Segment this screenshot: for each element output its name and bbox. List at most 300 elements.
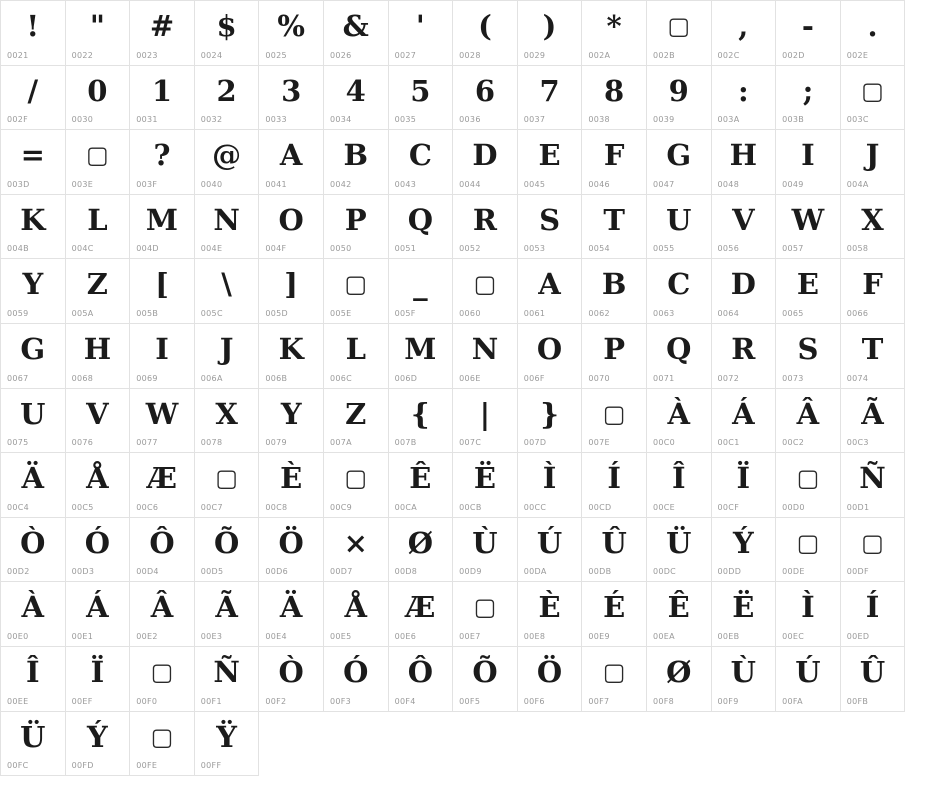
glyph-codepoint: 00D9	[459, 567, 482, 577]
glyph-character: É	[603, 590, 626, 625]
glyph-codepoint: 0061	[523, 308, 546, 318]
glyph-cell[interactable]	[1, 389, 66, 454]
glyph-character: Ø	[407, 525, 433, 560]
glyph-cell[interactable]	[518, 1, 583, 66]
glyph-cell[interactable]	[130, 582, 195, 647]
glyph-character: Ä	[279, 590, 303, 625]
glyph-cell[interactable]	[195, 130, 260, 195]
glyph-cell[interactable]	[195, 389, 260, 454]
glyph-cell[interactable]	[130, 453, 195, 518]
glyph-character: Z	[345, 396, 367, 431]
glyph-cell[interactable]	[195, 195, 260, 260]
glyph-cell[interactable]	[712, 582, 777, 647]
glyph-character: S	[539, 202, 561, 237]
glyph-cell[interactable]	[841, 389, 906, 454]
glyph-codepoint: 00F9	[717, 696, 739, 706]
glyph-cell[interactable]	[130, 518, 195, 583]
glyph-cell[interactable]	[1, 195, 66, 260]
glyph-codepoint: 005A	[71, 308, 94, 318]
glyph-codepoint: 003F	[136, 179, 158, 189]
glyph-codepoint: 00ED	[846, 631, 870, 641]
glyph-codepoint: 00DA	[523, 567, 547, 577]
glyph-codepoint: 0021	[7, 50, 29, 60]
glyph-codepoint: 00EB	[717, 631, 740, 641]
glyph-codepoint: 00FF	[200, 761, 222, 771]
glyph-cell[interactable]	[776, 66, 841, 131]
glyph-cell[interactable]	[776, 195, 841, 260]
glyph-codepoint: 00C1	[717, 438, 740, 448]
glyph-cell[interactable]	[582, 453, 647, 518]
glyph-cell[interactable]	[130, 647, 195, 712]
glyph-cell[interactable]	[776, 389, 841, 454]
glyph-cell[interactable]	[259, 518, 324, 583]
glyph-cell[interactable]	[582, 259, 647, 324]
glyph-cell[interactable]	[66, 66, 131, 131]
glyph-character: Ó	[343, 654, 369, 689]
glyph-codepoint: 0069	[136, 373, 158, 383]
glyph-cell[interactable]	[66, 453, 131, 518]
glyph-cell[interactable]	[647, 66, 712, 131]
glyph-character: *	[606, 9, 622, 43]
glyph-character: 1	[151, 73, 173, 108]
glyph-cell[interactable]	[324, 389, 389, 454]
glyph-cell[interactable]	[389, 518, 454, 583]
glyph-cell[interactable]	[324, 324, 389, 389]
glyph-codepoint: 00FA	[782, 696, 803, 706]
glyph-character: Z	[86, 267, 108, 302]
glyph-cell[interactable]	[195, 712, 260, 777]
glyph-codepoint: 0063	[652, 308, 675, 318]
glyph-character: U	[20, 396, 46, 431]
glyph-character: V	[732, 202, 755, 237]
glyph-character: $	[216, 9, 237, 43]
glyph-cell[interactable]	[324, 1, 389, 66]
glyph-cell[interactable]	[195, 1, 260, 66]
glyph-codepoint: 00FC	[7, 761, 29, 771]
glyph-codepoint: 0029	[523, 50, 546, 60]
glyph-codepoint: 007C	[459, 438, 482, 448]
glyph-codepoint: 0066	[846, 308, 869, 318]
glyph-cell[interactable]	[518, 66, 583, 131]
glyph-character: W	[145, 396, 179, 431]
glyph-codepoint: 00F5	[459, 696, 481, 706]
glyph-cell[interactable]	[195, 582, 260, 647]
glyph-character: È	[280, 461, 303, 496]
glyph-cell[interactable]	[389, 130, 454, 195]
glyph-codepoint: 0049	[782, 179, 804, 189]
glyph-cell[interactable]	[130, 195, 195, 260]
glyph-cell[interactable]	[776, 259, 841, 324]
glyph-character: Ò	[20, 525, 46, 560]
glyph-character: Q	[407, 202, 433, 237]
glyph-codepoint: 00D6	[265, 567, 289, 577]
glyph-codepoint: 002B	[652, 50, 675, 60]
glyph-character: Â	[150, 590, 174, 625]
glyph-cell[interactable]	[259, 66, 324, 131]
glyph-codepoint: 0026	[329, 50, 352, 60]
glyph-codepoint: 0072	[717, 373, 740, 383]
glyph-codepoint: 00DB	[588, 567, 612, 577]
glyph-character: G	[666, 138, 692, 173]
glyph-character: À	[667, 396, 690, 431]
glyph-cell[interactable]	[776, 582, 841, 647]
glyph-codepoint: 002F	[7, 115, 29, 125]
glyph-cell[interactable]	[582, 324, 647, 389]
glyph-cell[interactable]	[195, 518, 260, 583]
glyph-cell[interactable]	[130, 66, 195, 131]
glyph-cell[interactable]	[259, 324, 324, 389]
glyph-character: 8	[604, 73, 625, 108]
glyph-cell[interactable]	[518, 582, 583, 647]
glyph-codepoint: 00D0	[782, 502, 805, 512]
glyph-cell[interactable]	[776, 453, 841, 518]
glyph-codepoint: 00C7	[200, 502, 223, 512]
glyph-cell[interactable]	[647, 1, 712, 66]
glyph-cell[interactable]	[389, 324, 454, 389]
glyph-cell[interactable]	[389, 1, 454, 66]
glyph-codepoint: 00D3	[71, 567, 95, 577]
glyph-cell[interactable]	[582, 647, 647, 712]
glyph-character: ]	[284, 267, 299, 302]
glyph-cell[interactable]	[582, 1, 647, 66]
glyph-codepoint: 0048	[717, 179, 740, 189]
glyph-character: .	[867, 9, 878, 43]
glyph-cell[interactable]	[582, 195, 647, 260]
glyph-cell[interactable]	[453, 1, 518, 66]
glyph-character: Ü	[666, 525, 692, 560]
glyph-codepoint: 00F0	[136, 696, 158, 706]
glyph-cell[interactable]	[66, 582, 131, 647]
glyph-character: 3	[281, 73, 302, 108]
glyph-cell[interactable]	[1, 1, 66, 66]
glyph-character: D	[472, 138, 498, 173]
glyph-cell[interactable]	[776, 1, 841, 66]
glyph-cell[interactable]	[1, 66, 66, 131]
glyph-cell[interactable]	[389, 389, 454, 454]
glyph-character: O	[536, 331, 563, 366]
glyph-cell[interactable]	[66, 195, 131, 260]
glyph-character: [	[155, 267, 169, 302]
glyph-cell[interactable]	[195, 647, 260, 712]
glyph-character: Ù	[472, 525, 498, 560]
glyph-cell[interactable]	[259, 453, 324, 518]
glyph-codepoint: 0036	[459, 115, 481, 125]
glyph-cell[interactable]	[841, 324, 906, 389]
glyph-cell[interactable]	[647, 324, 712, 389]
glyph-cell[interactable]	[389, 647, 454, 712]
glyph-codepoint: 00CA	[394, 502, 418, 512]
glyph-cell[interactable]	[130, 259, 195, 324]
glyph-cell[interactable]	[453, 259, 518, 324]
glyph-cell[interactable]	[66, 389, 131, 454]
glyph-codepoint: 00F7	[588, 696, 610, 706]
glyph-cell[interactable]	[324, 259, 389, 324]
glyph-cell[interactable]	[712, 130, 777, 195]
glyph-character: N	[471, 331, 499, 366]
glyph-cell[interactable]	[518, 130, 583, 195]
glyph-codepoint: 002D	[782, 50, 805, 60]
glyph-codepoint: 0043	[394, 179, 417, 189]
glyph-codepoint: 00CB	[459, 502, 482, 512]
glyph-codepoint: 00F4	[394, 696, 416, 706]
glyph-cell[interactable]	[389, 66, 454, 131]
glyph-notdef-box-icon: ▢	[796, 528, 820, 557]
glyph-codepoint: 00EE	[7, 696, 29, 706]
glyph-cell[interactable]	[259, 647, 324, 712]
glyph-codepoint: 007A	[329, 438, 352, 448]
glyph-cell[interactable]	[712, 453, 777, 518]
glyph-cell[interactable]	[66, 1, 131, 66]
glyph-codepoint: 0062	[588, 308, 610, 318]
glyph-character: Y	[280, 396, 302, 431]
glyph-cell[interactable]	[712, 647, 777, 712]
glyph-cell[interactable]	[324, 518, 389, 583]
glyph-codepoint: 007E	[588, 438, 610, 448]
glyph-character: Æ	[146, 461, 177, 496]
glyph-codepoint: 00C6	[136, 502, 159, 512]
glyph-cell[interactable]	[841, 647, 906, 712]
glyph-notdef-box-icon: ▢	[796, 464, 820, 493]
glyph-cell[interactable]	[130, 712, 195, 777]
glyph-character: A	[279, 138, 303, 173]
glyph-codepoint: 005D	[265, 308, 289, 318]
glyph-codepoint: 0032	[200, 115, 223, 125]
glyph-notdef-box-icon: ▢	[473, 270, 497, 299]
glyph-cell[interactable]	[518, 453, 583, 518]
glyph-cell[interactable]	[324, 130, 389, 195]
glyph-character: H	[729, 138, 758, 173]
glyph-cell[interactable]	[712, 66, 777, 131]
glyph-character: K	[278, 331, 304, 366]
glyph-notdef-box-icon: ▢	[602, 399, 626, 428]
glyph-cell[interactable]	[841, 518, 906, 583]
glyph-codepoint: 004C	[71, 244, 94, 254]
glyph-cell[interactable]	[259, 582, 324, 647]
glyph-cell[interactable]	[518, 647, 583, 712]
glyph-notdef-box-icon: ▢	[150, 657, 174, 686]
glyph-cell[interactable]	[712, 389, 777, 454]
glyph-cell[interactable]	[776, 647, 841, 712]
glyph-cell[interactable]	[324, 582, 389, 647]
glyph-codepoint: 00DE	[782, 567, 805, 577]
glyph-cell[interactable]	[582, 518, 647, 583]
glyph-character: Ê	[667, 590, 690, 625]
glyph-cell[interactable]	[453, 324, 518, 389]
glyph-cell[interactable]	[130, 324, 195, 389]
glyph-cell[interactable]	[389, 453, 454, 518]
glyph-character: Y	[22, 267, 44, 302]
glyph-codepoint: 0041	[265, 179, 287, 189]
glyph-codepoint: 00D4	[136, 567, 159, 577]
glyph-cell[interactable]	[647, 453, 712, 518]
glyph-cell[interactable]	[130, 130, 195, 195]
glyph-character: ?	[153, 138, 171, 173]
glyph-cell[interactable]	[1, 647, 66, 712]
glyph-codepoint: 0070	[588, 373, 610, 383]
glyph-cell[interactable]	[647, 582, 712, 647]
glyph-cell[interactable]	[389, 195, 454, 260]
glyph-character: (	[478, 9, 492, 43]
glyph-codepoint: 00D8	[394, 567, 418, 577]
glyph-cell[interactable]	[518, 389, 583, 454]
glyph-character: M	[145, 202, 179, 237]
glyph-cell[interactable]	[841, 195, 906, 260]
glyph-cell[interactable]	[518, 195, 583, 260]
glyph-cell[interactable]	[324, 66, 389, 131]
glyph-cell[interactable]	[389, 582, 454, 647]
glyph-character: Ë	[732, 590, 755, 625]
glyph-character: \	[221, 267, 232, 302]
glyph-character: 7	[539, 73, 560, 108]
glyph-cell[interactable]	[1, 712, 66, 777]
glyph-codepoint: 0058	[846, 244, 869, 254]
glyph-cell[interactable]	[582, 130, 647, 195]
glyph-cell[interactable]	[841, 130, 906, 195]
glyph-character: }	[540, 396, 559, 431]
glyph-cell[interactable]	[389, 259, 454, 324]
glyph-cell[interactable]	[453, 130, 518, 195]
glyph-cell[interactable]	[453, 518, 518, 583]
glyph-cell[interactable]	[130, 1, 195, 66]
glyph-cell[interactable]	[66, 259, 131, 324]
glyph-codepoint: 00E0	[7, 631, 29, 641]
glyph-codepoint: 0028	[459, 50, 481, 60]
glyph-codepoint: 0044	[459, 179, 481, 189]
glyph-character: :	[737, 73, 749, 108]
glyph-cell[interactable]	[647, 259, 712, 324]
glyph-cell[interactable]	[647, 195, 712, 260]
glyph-codepoint: 00DF	[846, 567, 869, 577]
glyph-cell[interactable]	[841, 1, 906, 66]
glyph-codepoint: 005F	[394, 308, 416, 318]
glyph-codepoint: 0077	[136, 438, 158, 448]
glyph-cell[interactable]	[1, 324, 66, 389]
glyph-cell[interactable]	[1, 582, 66, 647]
glyph-cell[interactable]	[1, 130, 66, 195]
glyph-character: Ê	[409, 461, 432, 496]
glyph-cell[interactable]	[1, 453, 66, 518]
glyph-cell[interactable]	[518, 324, 583, 389]
glyph-cell[interactable]	[195, 66, 260, 131]
glyph-character: %	[277, 9, 305, 43]
glyph-cell[interactable]	[453, 195, 518, 260]
glyph-cell[interactable]	[582, 66, 647, 131]
glyph-character: K	[20, 202, 46, 237]
glyph-cell[interactable]	[66, 647, 131, 712]
glyph-cell[interactable]	[712, 324, 777, 389]
glyph-character: C	[408, 138, 432, 173]
glyph-codepoint: 00E7	[459, 631, 481, 641]
glyph-character: @	[212, 138, 242, 173]
glyph-cell[interactable]	[712, 195, 777, 260]
glyph-character: R	[731, 331, 756, 366]
glyph-cell[interactable]	[195, 259, 260, 324]
glyph-cell[interactable]	[712, 518, 777, 583]
glyph-cell[interactable]	[259, 195, 324, 260]
glyph-cell[interactable]	[195, 453, 260, 518]
glyph-cell[interactable]	[647, 130, 712, 195]
glyph-cell[interactable]	[66, 324, 131, 389]
glyph-cell[interactable]	[776, 518, 841, 583]
glyph-cell[interactable]	[647, 389, 712, 454]
glyph-cell[interactable]	[776, 130, 841, 195]
glyph-character: J	[865, 138, 880, 173]
glyph-codepoint: 0054	[588, 244, 610, 254]
glyph-cell[interactable]	[66, 518, 131, 583]
glyph-cell[interactable]	[66, 712, 131, 777]
glyph-character: Å	[344, 590, 368, 625]
glyph-cell[interactable]	[841, 66, 906, 131]
glyph-cell[interactable]	[712, 259, 777, 324]
glyph-character: 4	[345, 73, 366, 108]
glyph-cell[interactable]	[518, 518, 583, 583]
glyph-character: Ã	[215, 590, 238, 625]
glyph-character: #	[149, 9, 175, 43]
glyph-cell[interactable]	[776, 324, 841, 389]
glyph-codepoint: 0033	[265, 115, 287, 125]
glyph-character: )	[542, 9, 557, 43]
glyph-cell[interactable]	[453, 582, 518, 647]
glyph-codepoint: 0030	[71, 115, 94, 125]
glyph-character: Ÿ	[216, 719, 237, 754]
glyph-character: Ø	[666, 654, 692, 689]
glyph-cell[interactable]	[841, 453, 906, 518]
glyph-cell[interactable]	[841, 259, 906, 324]
glyph-cell[interactable]	[453, 66, 518, 131]
glyph-character: Á	[732, 396, 755, 431]
glyph-cell[interactable]	[582, 582, 647, 647]
glyph-cell[interactable]	[582, 389, 647, 454]
glyph-codepoint: 0052	[459, 244, 481, 254]
glyph-cell[interactable]	[518, 259, 583, 324]
glyph-character: E	[538, 138, 561, 173]
glyph-character: G	[20, 331, 46, 366]
glyph-cell[interactable]	[259, 389, 324, 454]
glyph-cell[interactable]	[647, 647, 712, 712]
glyph-codepoint: 0027	[394, 50, 417, 60]
glyph-cell[interactable]	[259, 1, 324, 66]
glyph-character: ;	[802, 73, 814, 108]
glyph-codepoint: 00E5	[329, 631, 352, 641]
glyph-cell[interactable]	[453, 647, 518, 712]
glyph-cell[interactable]	[841, 582, 906, 647]
glyph-cell[interactable]	[130, 389, 195, 454]
glyph-character: Î	[671, 461, 686, 496]
glyph-character: Ó	[84, 525, 111, 560]
glyph-cell[interactable]	[324, 195, 389, 260]
glyph-cell[interactable]	[453, 389, 518, 454]
glyph-cell[interactable]	[324, 647, 389, 712]
glyph-codepoint: 0050	[329, 244, 352, 254]
glyph-codepoint: 00F3	[329, 696, 352, 706]
glyph-cell[interactable]	[259, 130, 324, 195]
glyph-cell[interactable]	[259, 259, 324, 324]
glyph-cell[interactable]	[453, 453, 518, 518]
glyph-character: X	[861, 202, 884, 237]
glyph-character: J	[219, 331, 234, 366]
glyph-codepoint: 0022	[71, 50, 94, 60]
glyph-cell[interactable]	[1, 259, 66, 324]
glyph-cell[interactable]	[195, 324, 260, 389]
glyph-codepoint: 006E	[459, 373, 481, 383]
glyph-cell[interactable]	[712, 1, 777, 66]
glyph-cell[interactable]	[1, 518, 66, 583]
glyph-cell[interactable]	[66, 130, 131, 195]
glyph-cell[interactable]	[647, 518, 712, 583]
glyph-cell[interactable]	[324, 453, 389, 518]
glyph-character: Ã	[861, 396, 884, 431]
glyph-codepoint: 00F1	[200, 696, 222, 706]
